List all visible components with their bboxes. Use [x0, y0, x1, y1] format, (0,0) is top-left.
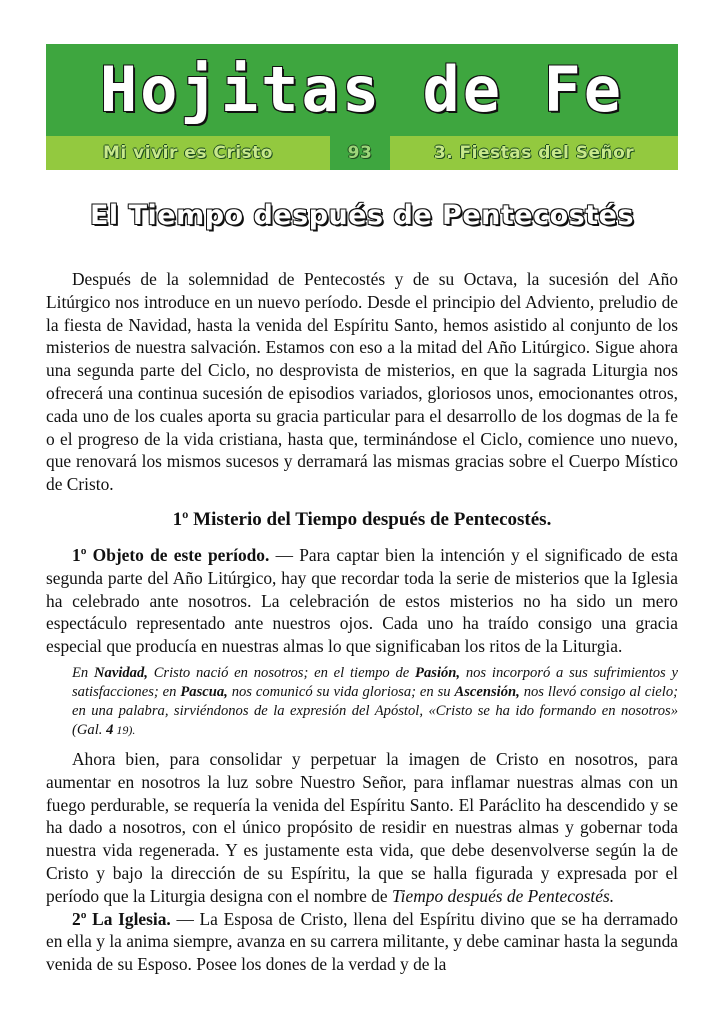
series-subtitle: Mi vivir es Cristo: [46, 136, 330, 170]
document-title: El Tiempo después de Pentecostés: [89, 200, 635, 231]
masthead-title: Hojitas de Fe: [99, 52, 625, 126]
quote-text: nos llevó consigo al cielo; en una palabra, sirviéndonos de la expresión del Apóstol, «Cristo se ha ido formando en nosotros» (Gal.: [72, 683, 678, 738]
section1-paragraph: [46, 544, 678, 658]
paragraph-3-italic: Tiempo después de Pentecostés.: [391, 885, 615, 906]
paragraph-3: [46, 748, 678, 908]
section1-label: 1º Objeto de este período.: [72, 544, 270, 565]
section-heading: 1º Misterio del Tiempo después de Pentecostés.: [172, 508, 552, 530]
quote-text: En: [72, 664, 94, 681]
quote-emphasis: Navidad,: [94, 664, 148, 681]
block-quote: [72, 664, 678, 740]
quote-emphasis: Pasión,: [415, 664, 461, 681]
quote-text: Cristo nació en nosotros; en el tiempo de: [147, 664, 416, 681]
issue-number: 93: [330, 136, 390, 170]
quote-emphasis: Pascua,: [180, 683, 228, 700]
quote-emphasis: 4: [106, 721, 114, 738]
section2-text: — La Esposa de Cristo, llena del Espíritu divino que se ha derramado en ella y la anima siempre, avanza en su carrera militante, y debe caminar hasta la segunda venida de su Esposo. Posee los dones de la verdad y de la: [46, 908, 678, 975]
section1-text: — Para captar bien la intención y el significado de esta segunda parte del Año Litúrgico, hay que recordar toda la serie de misterios que la Iglesia ha celebrado ante nosotros. La celebración de estos misterios no ha sido un mero espectáculo representado ante nuestros ojos. Cada uno ha traído consigo una gracia especial que producía en nuestras almas lo que significaban los ritos de la Liturgia.: [46, 544, 679, 657]
masthead-strip: [46, 136, 678, 170]
quote-text: nos incorporó a sus sufrimientos y satisfacciones; en: [72, 664, 678, 700]
series-section: 3. Fiestas del Señor: [390, 136, 678, 170]
section2-label: 2º La Iglesia.: [72, 908, 171, 929]
masthead-banner: [46, 44, 678, 170]
quote-emphasis: Ascensión,: [454, 683, 520, 700]
paragraph-3-text: Ahora bien, para consolidar y perpetuar la imagen de Cristo en nosotros, para aumentar en nosotros la luz sobre Nuestro Señor, para inflamar nuestras almas con un fuego perdurable, se requería la venida del Espíritu Santo. El Paráclito ha descendido y se ha dado a nosotros, con el único propósito de residir en nuestras almas y gobernar toda nuestra vida regenerada. Y es justamente esta vida, que debe desenvolverse según la de Cristo y bajo la dirección de su Espíritu, la que se halla figurada y expresada por el período que la Liturgia designa con el nombre de: [46, 748, 678, 906]
document-body: [46, 268, 678, 976]
quote-text: nos comunicó su vida gloriosa; en su: [227, 683, 455, 700]
quote-text: 19).: [113, 722, 136, 737]
intro-paragraph: Después de la solemnidad de Pentecostés y de su Octava, la sucesión del Año Litúrgico nos introduce en un nuevo período. Desde el principio del Adviento, preludio de la fiesta de Navidad, hasta la venida del Espíritu Santo, hemos asistido al conjunto de los misterios de nuestra salvación. Estamos con eso a la mitad del Año Litúrgico. Sigue ahora una segunda parte del Ciclo, no desprovista de misterios, en que la sagrada Liturgia nos ofrecerá una continua sucesión de episodios variados, gloriosos unos, emocionantes otros, cada uno de los cuales aporta su gracia particular para el desarrollo de los dogmas de la fe o el progreso de la vida cristiana, hasta que, terminándose el Ciclo, comience uno nuevo, que renovará los mismos sucesos y derramará las mismas gracias sobre el Cuerpo Místico de Cristo.: [46, 269, 678, 495]
section2-paragraph: [46, 908, 678, 976]
